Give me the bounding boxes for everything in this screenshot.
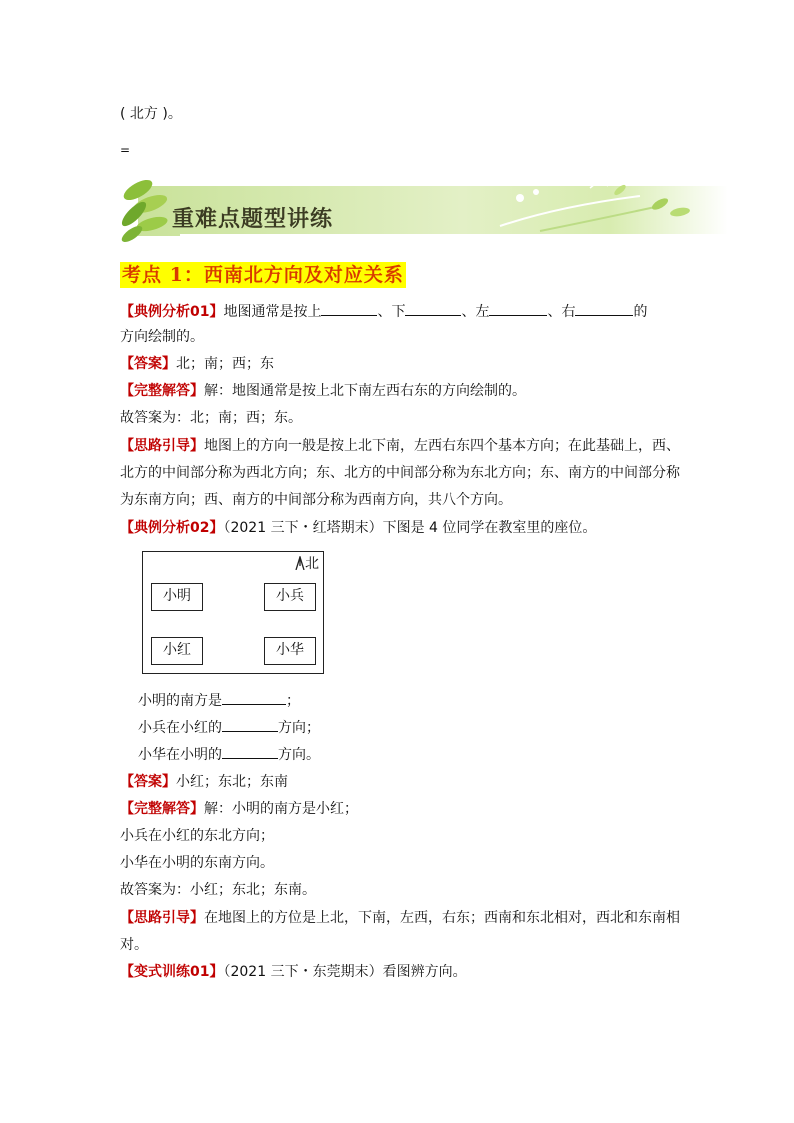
- blank: [222, 717, 278, 732]
- ex2-hint-line1: [120, 908, 680, 928]
- answer-tag: 【答案】: [120, 356, 176, 372]
- subq-end: 方向；: [278, 720, 320, 736]
- subq-text: 小兵在小红的: [138, 720, 222, 736]
- ex2-subq-c: [138, 744, 320, 765]
- ex3-question: [120, 962, 467, 982]
- seat-xiaoming: 小明: [151, 583, 203, 611]
- solution-text: 解：小明的南方是小红；: [204, 801, 358, 817]
- solution-text: 解：地图通常是按上北下南左西右东的方向绘制的。: [204, 383, 526, 399]
- ex2-tag: 【典例分析02】: [120, 520, 224, 536]
- ex2-solution-line2: 小兵在小红的东北方向；: [120, 828, 274, 844]
- blank: [405, 301, 461, 316]
- ex2-text: （2021 三下・红塔期末）下图是 4 位同学在教室里的座位。: [223, 520, 597, 536]
- blank: [489, 301, 547, 316]
- ex2-hint-line2: 对。: [120, 937, 148, 953]
- ex1-text-a: 地图通常是按上: [223, 304, 322, 320]
- solution-tag: 【完整解答】: [120, 383, 204, 399]
- hint-tag: 【思路引导】: [120, 438, 204, 454]
- ex3-tag: 【变式训练01】: [120, 964, 224, 980]
- subq-text: 小华在小明的: [138, 747, 222, 763]
- ex1-text-d: 、右: [547, 304, 576, 320]
- ex1-tag: 【典例分析01】: [120, 304, 224, 320]
- ex1-conclusion: 故答案为：北；南；西；东。: [120, 410, 302, 426]
- seat-xiaohua: 小华: [264, 637, 316, 665]
- ex1-hint-line1: [120, 436, 680, 456]
- ex2-question: [120, 518, 596, 538]
- ex1-hint-line2: 北方的中间部分称为西北方向；东、北方的中间部分称为东北方向；东、南方的中间部分称: [120, 465, 680, 481]
- seat-xiaobing: 小兵: [264, 583, 316, 611]
- section-banner: [120, 176, 728, 244]
- answer-text: 北；南；西；东: [176, 356, 274, 372]
- ex1-hint-line3: 为东南方向；西、南方的中间部分称为西南方向，共八个方向。: [120, 492, 512, 508]
- hint-text: 地图上的方向一般是按上北下南，左西右东四个基本方向；在此基础上，西、: [204, 438, 680, 454]
- ex1-text-c: 、左: [461, 304, 490, 320]
- north-arrow-icon: [295, 556, 305, 570]
- subq-end: 方向。: [278, 747, 320, 763]
- answer-text: 小红；东北；东南: [176, 774, 288, 790]
- hint-text: 在地图上的方位是上北，下南，左西，右东；西南和东北相对，西北和东南相: [204, 910, 680, 926]
- ex2-solution: [120, 799, 358, 819]
- ex2-subq-a: [138, 690, 300, 711]
- ex2-solution-line3: 小华在小明的东南方向。: [120, 855, 274, 871]
- banner-title: 重难点题型讲练: [172, 207, 334, 232]
- kaodian-heading: 考点 1：西南北方向及对应关系: [122, 264, 404, 286]
- ex1-question-line2: 方向绘制的。: [120, 329, 204, 345]
- answer-tag: 【答案】: [120, 774, 176, 790]
- ex1-answer: [120, 354, 274, 374]
- ex2-answer: [120, 772, 288, 792]
- blank: [575, 301, 633, 316]
- subq-end: ；: [286, 693, 300, 709]
- north-label: 北: [305, 556, 319, 572]
- equals-mark: =: [120, 143, 131, 157]
- ex1-solution: [120, 381, 526, 401]
- ex1-text-e: 的: [633, 304, 648, 320]
- blank: [222, 744, 278, 759]
- ex2-conclusion: 故答案为：小红；东北；东南。: [120, 882, 316, 898]
- blank: [222, 690, 286, 705]
- blank: [321, 301, 377, 316]
- seat-xiaohong: 小红: [151, 637, 203, 665]
- subq-text: 小明的南方是: [138, 693, 222, 709]
- ex1-question-line1: [120, 301, 647, 322]
- ex1-text-b: 、下: [377, 304, 406, 320]
- north-indicator: [295, 556, 319, 572]
- solution-tag: 【完整解答】: [120, 801, 204, 817]
- ex2-subq-b: [138, 717, 320, 738]
- ex3-text: （2021 三下・东莞期末）看图辨方向。: [223, 964, 467, 980]
- answer-paren: ( 北方 )。: [120, 106, 182, 122]
- seat-map: [142, 551, 324, 674]
- hint-tag: 【思路引导】: [120, 910, 204, 926]
